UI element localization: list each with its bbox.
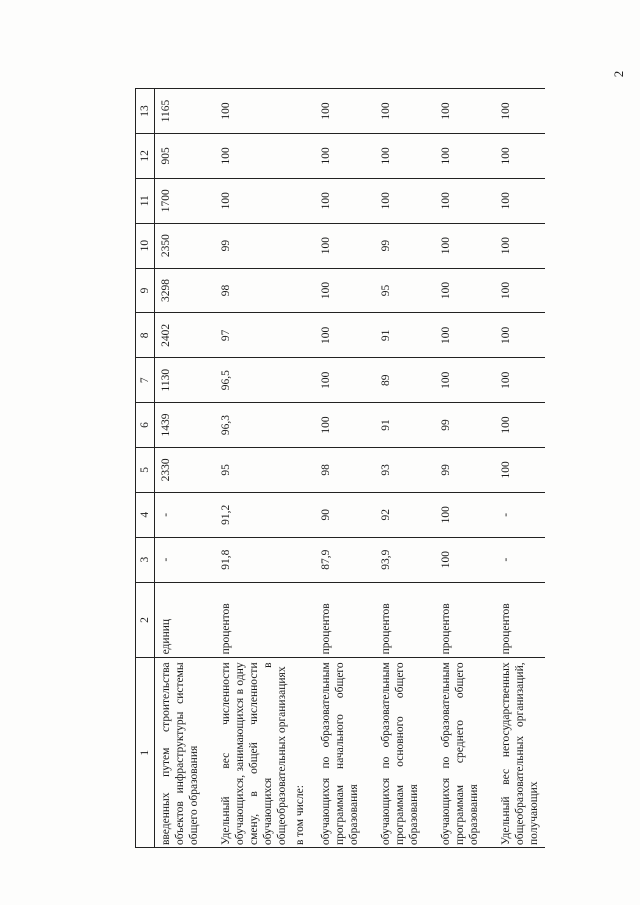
row-value: 100 [315, 89, 375, 134]
row-value: 1165 [155, 89, 216, 134]
row-value: 91 [375, 313, 435, 358]
row-value: 100 [315, 403, 375, 448]
row-value: 100 [495, 89, 545, 134]
row-value: 100 [435, 492, 495, 537]
row-description: обучающихся по образовательным программам основного общего образования [375, 658, 435, 848]
row-value: 100 [495, 358, 545, 403]
row-value: 100 [315, 223, 375, 268]
row-value: 91,8 [215, 537, 289, 582]
row-value: 100 [375, 178, 435, 223]
row-value: 100 [495, 133, 545, 178]
row-value: - [495, 492, 545, 537]
column-number: 8 [136, 313, 155, 358]
row-value: 100 [435, 313, 495, 358]
row-value: 100 [495, 403, 545, 448]
rotated-table-container [135, 88, 635, 848]
row-value: - [495, 537, 545, 582]
row-unit: процентов [495, 582, 545, 658]
row-value: 98 [215, 268, 289, 313]
row-value: 100 [315, 268, 375, 313]
row-value: 100 [435, 178, 495, 223]
table-row [315, 89, 375, 848]
column-number: 5 [136, 447, 155, 492]
row-description: Удельный вес негосударственных общеобразовательных организаций, получающих [495, 658, 545, 848]
row-value: 100 [215, 178, 289, 223]
row-unit: процентов [375, 582, 435, 658]
row-value: 100 [315, 133, 375, 178]
row-value: 100 [315, 178, 375, 223]
row-value: 100 [495, 268, 545, 313]
row-value: 100 [435, 358, 495, 403]
row-value: - [155, 537, 216, 582]
row-value [289, 537, 315, 582]
row-value [289, 358, 315, 403]
row-value: 100 [495, 447, 545, 492]
row-value: 100 [215, 89, 289, 134]
column-number: 6 [136, 403, 155, 448]
table-row [495, 89, 545, 848]
table-row [435, 89, 495, 848]
row-value [289, 133, 315, 178]
table-row [289, 89, 315, 848]
row-value: 99 [215, 223, 289, 268]
row-unit: процентов [435, 582, 495, 658]
row-value: - [155, 492, 216, 537]
row-value [289, 492, 315, 537]
row-value: 87,9 [315, 537, 375, 582]
row-value: 2350 [155, 223, 216, 268]
row-value: 91,2 [215, 492, 289, 537]
row-value: 100 [435, 268, 495, 313]
column-number: 2 [136, 582, 155, 658]
row-value: 99 [435, 447, 495, 492]
table-row [155, 89, 216, 848]
row-value: 100 [435, 223, 495, 268]
column-number: 11 [136, 178, 155, 223]
row-value [289, 223, 315, 268]
row-value: 3298 [155, 268, 216, 313]
row-value [289, 178, 315, 223]
row-value: 2330 [155, 447, 216, 492]
column-number-header-row [136, 89, 155, 848]
row-unit: единиц [155, 582, 216, 658]
row-value [289, 89, 315, 134]
table-row [215, 89, 289, 848]
row-value: 96,5 [215, 358, 289, 403]
row-value: 93 [375, 447, 435, 492]
row-value: 100 [375, 133, 435, 178]
column-number: 13 [136, 89, 155, 134]
row-description: введенных путем строительства объектов инфраструктуры системы общего образования [155, 658, 216, 848]
row-value: 95 [215, 447, 289, 492]
row-value: 100 [215, 133, 289, 178]
page-number: 2 [611, 70, 626, 78]
row-value: 96,3 [215, 403, 289, 448]
row-value: 92 [375, 492, 435, 537]
row-unit [289, 582, 315, 658]
row-value: 905 [155, 133, 216, 178]
row-value: 100 [435, 537, 495, 582]
row-description: обучающихся по образовательным программам среднего общего образования [435, 658, 495, 848]
row-value: 90 [315, 492, 375, 537]
column-number: 1 [136, 658, 155, 848]
row-value: 93,9 [375, 537, 435, 582]
row-value: 91 [375, 403, 435, 448]
column-number: 10 [136, 223, 155, 268]
row-description: Удельный вес численности обучающихся, занимающихся в одну смену, в общей численности обучающихся в общеобразовательных организациях [215, 658, 289, 848]
column-number: 12 [136, 133, 155, 178]
row-value: 97 [215, 313, 289, 358]
row-value: 100 [495, 313, 545, 358]
row-value: 1439 [155, 403, 216, 448]
row-value: 1130 [155, 358, 216, 403]
indicators-table [135, 88, 545, 848]
column-number: 4 [136, 492, 155, 537]
row-value: 100 [495, 223, 545, 268]
row-value: 100 [315, 313, 375, 358]
column-number: 3 [136, 537, 155, 582]
row-description: обучающихся по образовательным программам начального общего образования [315, 658, 375, 848]
row-value [289, 447, 315, 492]
row-description: в том числе: [289, 658, 315, 848]
row-value [289, 313, 315, 358]
row-unit: процентов [315, 582, 375, 658]
column-number: 7 [136, 358, 155, 403]
row-value: 1700 [155, 178, 216, 223]
row-unit: процентов [215, 582, 289, 658]
row-value: 98 [315, 447, 375, 492]
row-value: 95 [375, 268, 435, 313]
column-number: 9 [136, 268, 155, 313]
row-value [289, 403, 315, 448]
row-value: 99 [375, 223, 435, 268]
row-value: 100 [495, 178, 545, 223]
row-value: 100 [435, 89, 495, 134]
row-value: 99 [435, 403, 495, 448]
row-value: 100 [315, 358, 375, 403]
row-value [289, 268, 315, 313]
row-value: 2402 [155, 313, 216, 358]
row-value: 100 [375, 89, 435, 134]
row-value: 100 [435, 133, 495, 178]
table-row [375, 89, 435, 848]
row-value: 89 [375, 358, 435, 403]
